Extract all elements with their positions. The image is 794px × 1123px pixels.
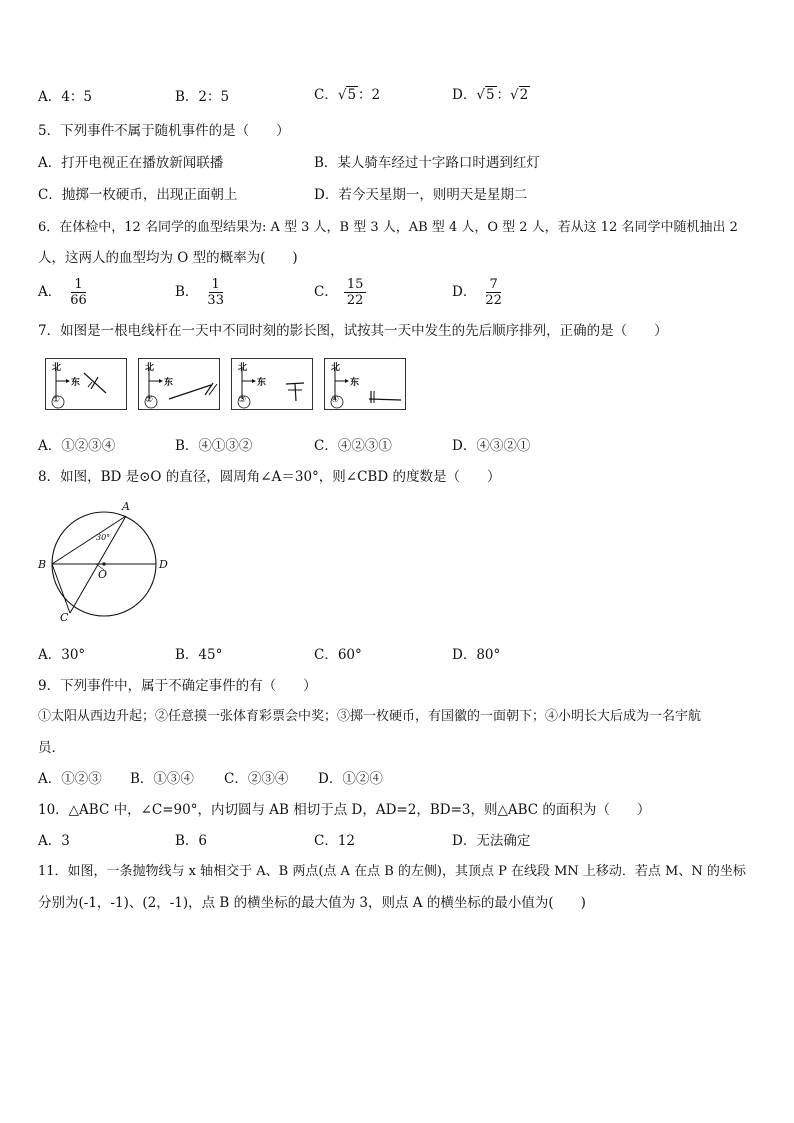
east-label: 东 xyxy=(350,378,360,388)
figure-number: ② xyxy=(145,395,154,405)
q6-option-a-label: A． xyxy=(38,284,62,300)
q5-option-c: C．抛掷一枚硬币，出现正面朝上 xyxy=(38,187,238,203)
q4-option-d-sep: ： xyxy=(496,87,511,103)
point-a-label: A xyxy=(122,500,130,513)
center-o-label: O xyxy=(98,568,108,581)
q8-option-c: C．60° xyxy=(314,647,362,663)
circle-diagram xyxy=(34,500,174,630)
q5-stem: 5．下列事件不属于随机事件的是（ ） xyxy=(38,123,290,139)
q9-option-b: B．①③④ xyxy=(130,771,194,787)
figure-number: ③ xyxy=(238,395,247,405)
q4-option-c xyxy=(314,86,380,104)
north-label: 北 xyxy=(52,363,62,373)
q5-option-a: A．打开电视正在播放新闻联播 xyxy=(38,155,224,171)
q6-option-d xyxy=(452,277,505,308)
fraction xyxy=(344,277,367,308)
shadow-figure-4 xyxy=(324,358,406,410)
q9-statement-line2: 员． xyxy=(38,740,65,756)
q8-option-b: B．45° xyxy=(175,647,223,663)
q5-option-d: D．若今天星期一，则明天是星期二 xyxy=(314,187,528,203)
north-label: 北 xyxy=(145,363,155,373)
east-label: 东 xyxy=(71,378,81,388)
q9-option-a: A．①②③ xyxy=(38,771,102,787)
q10-stem: 10．△ABC 中，∠C=90°，内切圆与 AB 相切于点 D，AD=2，BD=3，则△ABC 的面积为（ ） xyxy=(38,802,651,818)
numerator: 15 xyxy=(344,277,367,293)
q6-option-c-label: C． xyxy=(314,284,338,300)
q11-stem-line1: 11．如图，一条抛物线与 x 轴相交于 A、B 两点(点 A 在点 B 的左侧)，其顶点 P 在线段 MN 上移动．若点 M、N 的坐标 xyxy=(38,864,746,879)
q6-stem-line1: 6．在体检中，12 名同学的血型结果为: A 型 3 人，B 型 3 人，AB 型 4 人，O 型 2 人，若从这 12 名同学中随机抽出 2 xyxy=(38,220,738,235)
q10-option-b: B．6 xyxy=(175,833,208,849)
q9-option-c: C．②③④ xyxy=(224,771,289,787)
point-c-label: C xyxy=(60,611,69,624)
figure-number: ④ xyxy=(331,395,340,405)
shadow-figure-2 xyxy=(138,358,220,410)
q8-stem: 8．如图，BD 是⊙O 的直径，圆周角∠A＝30°，则∠CBD 的度数是（ ） xyxy=(38,469,501,485)
q9-option-d: D．①②④ xyxy=(318,771,383,787)
sqrt-symbol: √2 xyxy=(510,87,529,103)
q8-option-d: D．80° xyxy=(452,647,501,663)
q6-stem-line2: 人，这两人的血型均为 O 型的概率为( ) xyxy=(38,250,298,266)
shadow-figure-1 xyxy=(45,358,127,410)
q9-stem: 9．下列事件中，属于不确定事件的有（ ） xyxy=(38,678,317,694)
point-d-label: D xyxy=(159,558,168,571)
sqrt-symbol: √5 xyxy=(476,87,495,103)
denominator: 22 xyxy=(485,293,502,308)
q5-option-b: B．某人骑车经过十字路口时遇到红灯 xyxy=(314,155,540,171)
q7-option-d: D．④③②① xyxy=(452,438,531,454)
q11-stem-line2: 分别为(-1，-1)、(2，-1)，点 B 的横坐标的最大值为 3，则点 A 的横坐标的最小值为( ) xyxy=(38,895,586,911)
east-label: 东 xyxy=(164,378,174,388)
q10-option-a: A．3 xyxy=(38,833,70,849)
q4-option-d-label: D． xyxy=(452,87,477,103)
q8-option-a: A．30° xyxy=(38,647,86,663)
q7-option-b: B．④①③② xyxy=(175,438,253,454)
north-label: 北 xyxy=(238,363,248,373)
fraction xyxy=(204,277,227,308)
numerator: 1 xyxy=(209,277,223,293)
q6-option-a xyxy=(38,277,90,308)
q7-option-a: A．①②③④ xyxy=(38,438,116,454)
q7-stem: 7．如图是一根电线杆在一天中不同时刻的影长图，试按其一天中发生的先后顺序排列，正确的是（ ） xyxy=(38,323,668,339)
angle-label: 30° xyxy=(96,533,111,542)
point-b-label: B xyxy=(38,558,47,571)
fraction xyxy=(482,277,505,308)
sqrt-symbol: √5 xyxy=(337,87,357,103)
q6-option-b-label: B． xyxy=(175,284,199,300)
q4-option-a: A．4：5 xyxy=(38,89,92,105)
q6-option-c xyxy=(314,277,366,308)
q4-option-d xyxy=(452,86,530,104)
q6-option-d-label: D． xyxy=(452,284,477,300)
q6-option-b xyxy=(175,277,227,308)
numerator: 1 xyxy=(71,277,85,293)
circle-figure xyxy=(34,500,174,634)
q4-option-b: B．2：5 xyxy=(175,89,230,105)
numerator: 7 xyxy=(486,277,500,293)
figure-number: ① xyxy=(52,395,61,405)
east-label: 东 xyxy=(257,378,267,388)
q10-option-d: D．无法确定 xyxy=(452,833,531,849)
fraction xyxy=(67,277,90,308)
shadow-figure-3 xyxy=(231,358,313,410)
q7-option-c: C．④②③① xyxy=(314,438,392,454)
denominator: 66 xyxy=(70,293,87,308)
north-label: 北 xyxy=(331,363,341,373)
q4-option-c-ratio: ：2 xyxy=(358,87,381,103)
denominator: 22 xyxy=(346,293,364,308)
q10-option-c: C．12 xyxy=(314,833,356,849)
q4-option-c-label: C． xyxy=(314,87,338,103)
denominator: 33 xyxy=(207,293,224,308)
q9-statement-line1: ①太阳从西边升起；②任意摸一张体育彩票会中奖；③掷一枚硬币，有国徽的一面朝下；④小明长大后成为一名宇航 xyxy=(38,709,702,724)
